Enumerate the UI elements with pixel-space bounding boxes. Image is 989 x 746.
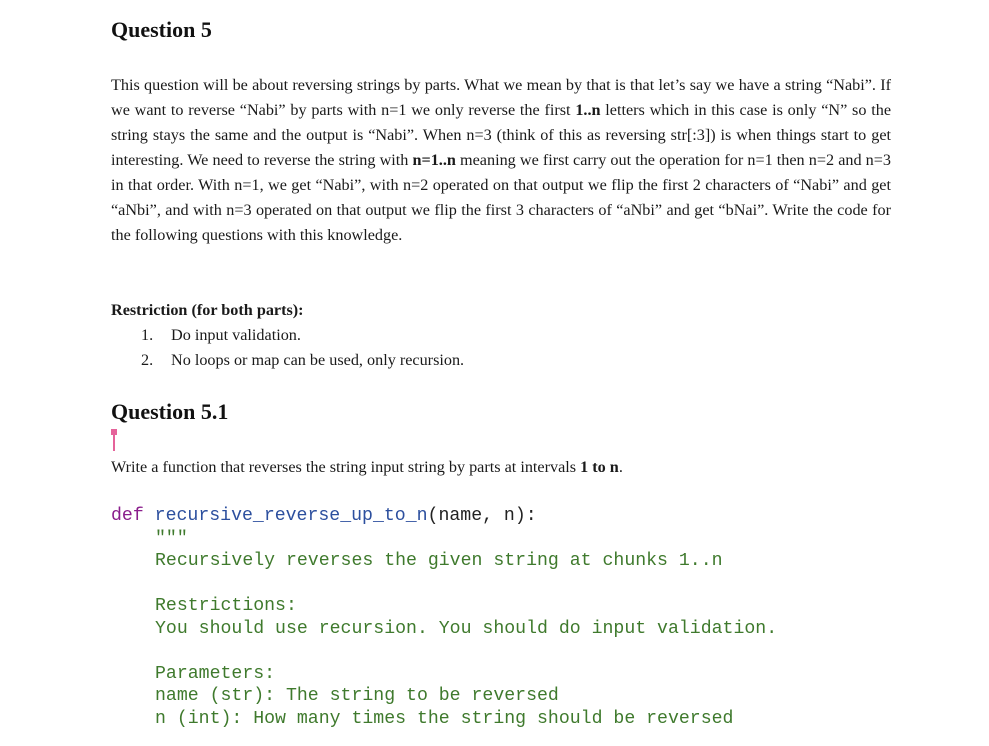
para-bold-1: 1..n xyxy=(575,101,601,119)
code-line-doc-1 xyxy=(111,550,777,573)
para-text-1: This question will be about reversing strings by parts. What we mean by that is that let’s say we have a string “Nabi”. If we want to reverse “Nabi” by parts with n=1 we only reverse the first xyxy=(111,76,891,119)
question-5-1-description xyxy=(111,455,623,480)
restriction-text: No loops or map can be used, only recursion. xyxy=(171,351,465,369)
code-line-doc-6 xyxy=(111,708,777,731)
restriction-text: Do input validation. xyxy=(171,326,301,344)
desc-bold: 1 to n xyxy=(580,458,619,476)
text-cursor-marker[interactable] xyxy=(111,429,117,451)
question-5-1-heading: Question 5.1 xyxy=(111,399,229,424)
function-name: recursive_reverse_up_to_n xyxy=(154,506,428,526)
restriction-number: 1. xyxy=(141,326,154,344)
code-block xyxy=(111,505,777,730)
restriction-list xyxy=(111,323,464,373)
code-line-blank xyxy=(111,640,777,663)
restriction-heading: Restriction (for both parts): xyxy=(111,301,304,319)
desc-text: Write a function that reverses the string input string by parts at intervals xyxy=(111,458,581,476)
docstring-quote: """ xyxy=(155,528,188,549)
code-line-doc-3 xyxy=(111,618,777,641)
docstring-line: Parameters: xyxy=(155,663,276,684)
code-line-doc-5 xyxy=(111,685,777,708)
docstring-line: Restrictions: xyxy=(155,596,297,616)
question-5-heading: Question 5 xyxy=(111,17,212,42)
function-signature: (name, n): xyxy=(427,506,537,526)
docstring-line: You should use recursion. You should do input validation. xyxy=(155,618,778,639)
question-5-paragraph xyxy=(111,73,891,248)
code-line-doc-2 xyxy=(111,595,777,618)
cursor-caret xyxy=(113,433,115,451)
para-bold-2: n=1..n xyxy=(412,151,456,169)
restriction-number: 2. xyxy=(141,351,154,369)
code-line-def xyxy=(111,505,777,528)
code-line-doc-4 xyxy=(111,663,777,686)
restriction-item xyxy=(111,348,464,373)
code-line-docstring-open xyxy=(111,528,777,551)
desc-end: . xyxy=(618,458,623,476)
para-text-2: letters which in this case is only “N” so the string stays the same and the output is “Nabi”. When n=3 (think of this as reversing str[:3]) is when things start to get interesting. We need to reverse the string with xyxy=(111,101,891,169)
keyword-def: def xyxy=(111,506,144,526)
para-text-3: meaning we first carry out the operation for n=1 then n=2 and n=3 in that order. With n=1, we get “Nabi”, with n=2 operated on that output we flip the first 2 characters of “Nabi” and get “aNbi”, and with n=3 operated on that output we flip the first 3 characters of “aNbi” and get “bNai”. Write the code for the following questions with this knowledge. xyxy=(111,151,891,244)
code-line-blank xyxy=(111,573,777,596)
docstring-line: n (int): How many times the string should be reversed xyxy=(155,708,734,729)
docstring-line: name (str): The string to be reversed xyxy=(155,686,559,706)
restriction-item xyxy=(111,323,464,348)
docstring-line: Recursively reverses the given string at chunks 1..n xyxy=(155,551,723,571)
